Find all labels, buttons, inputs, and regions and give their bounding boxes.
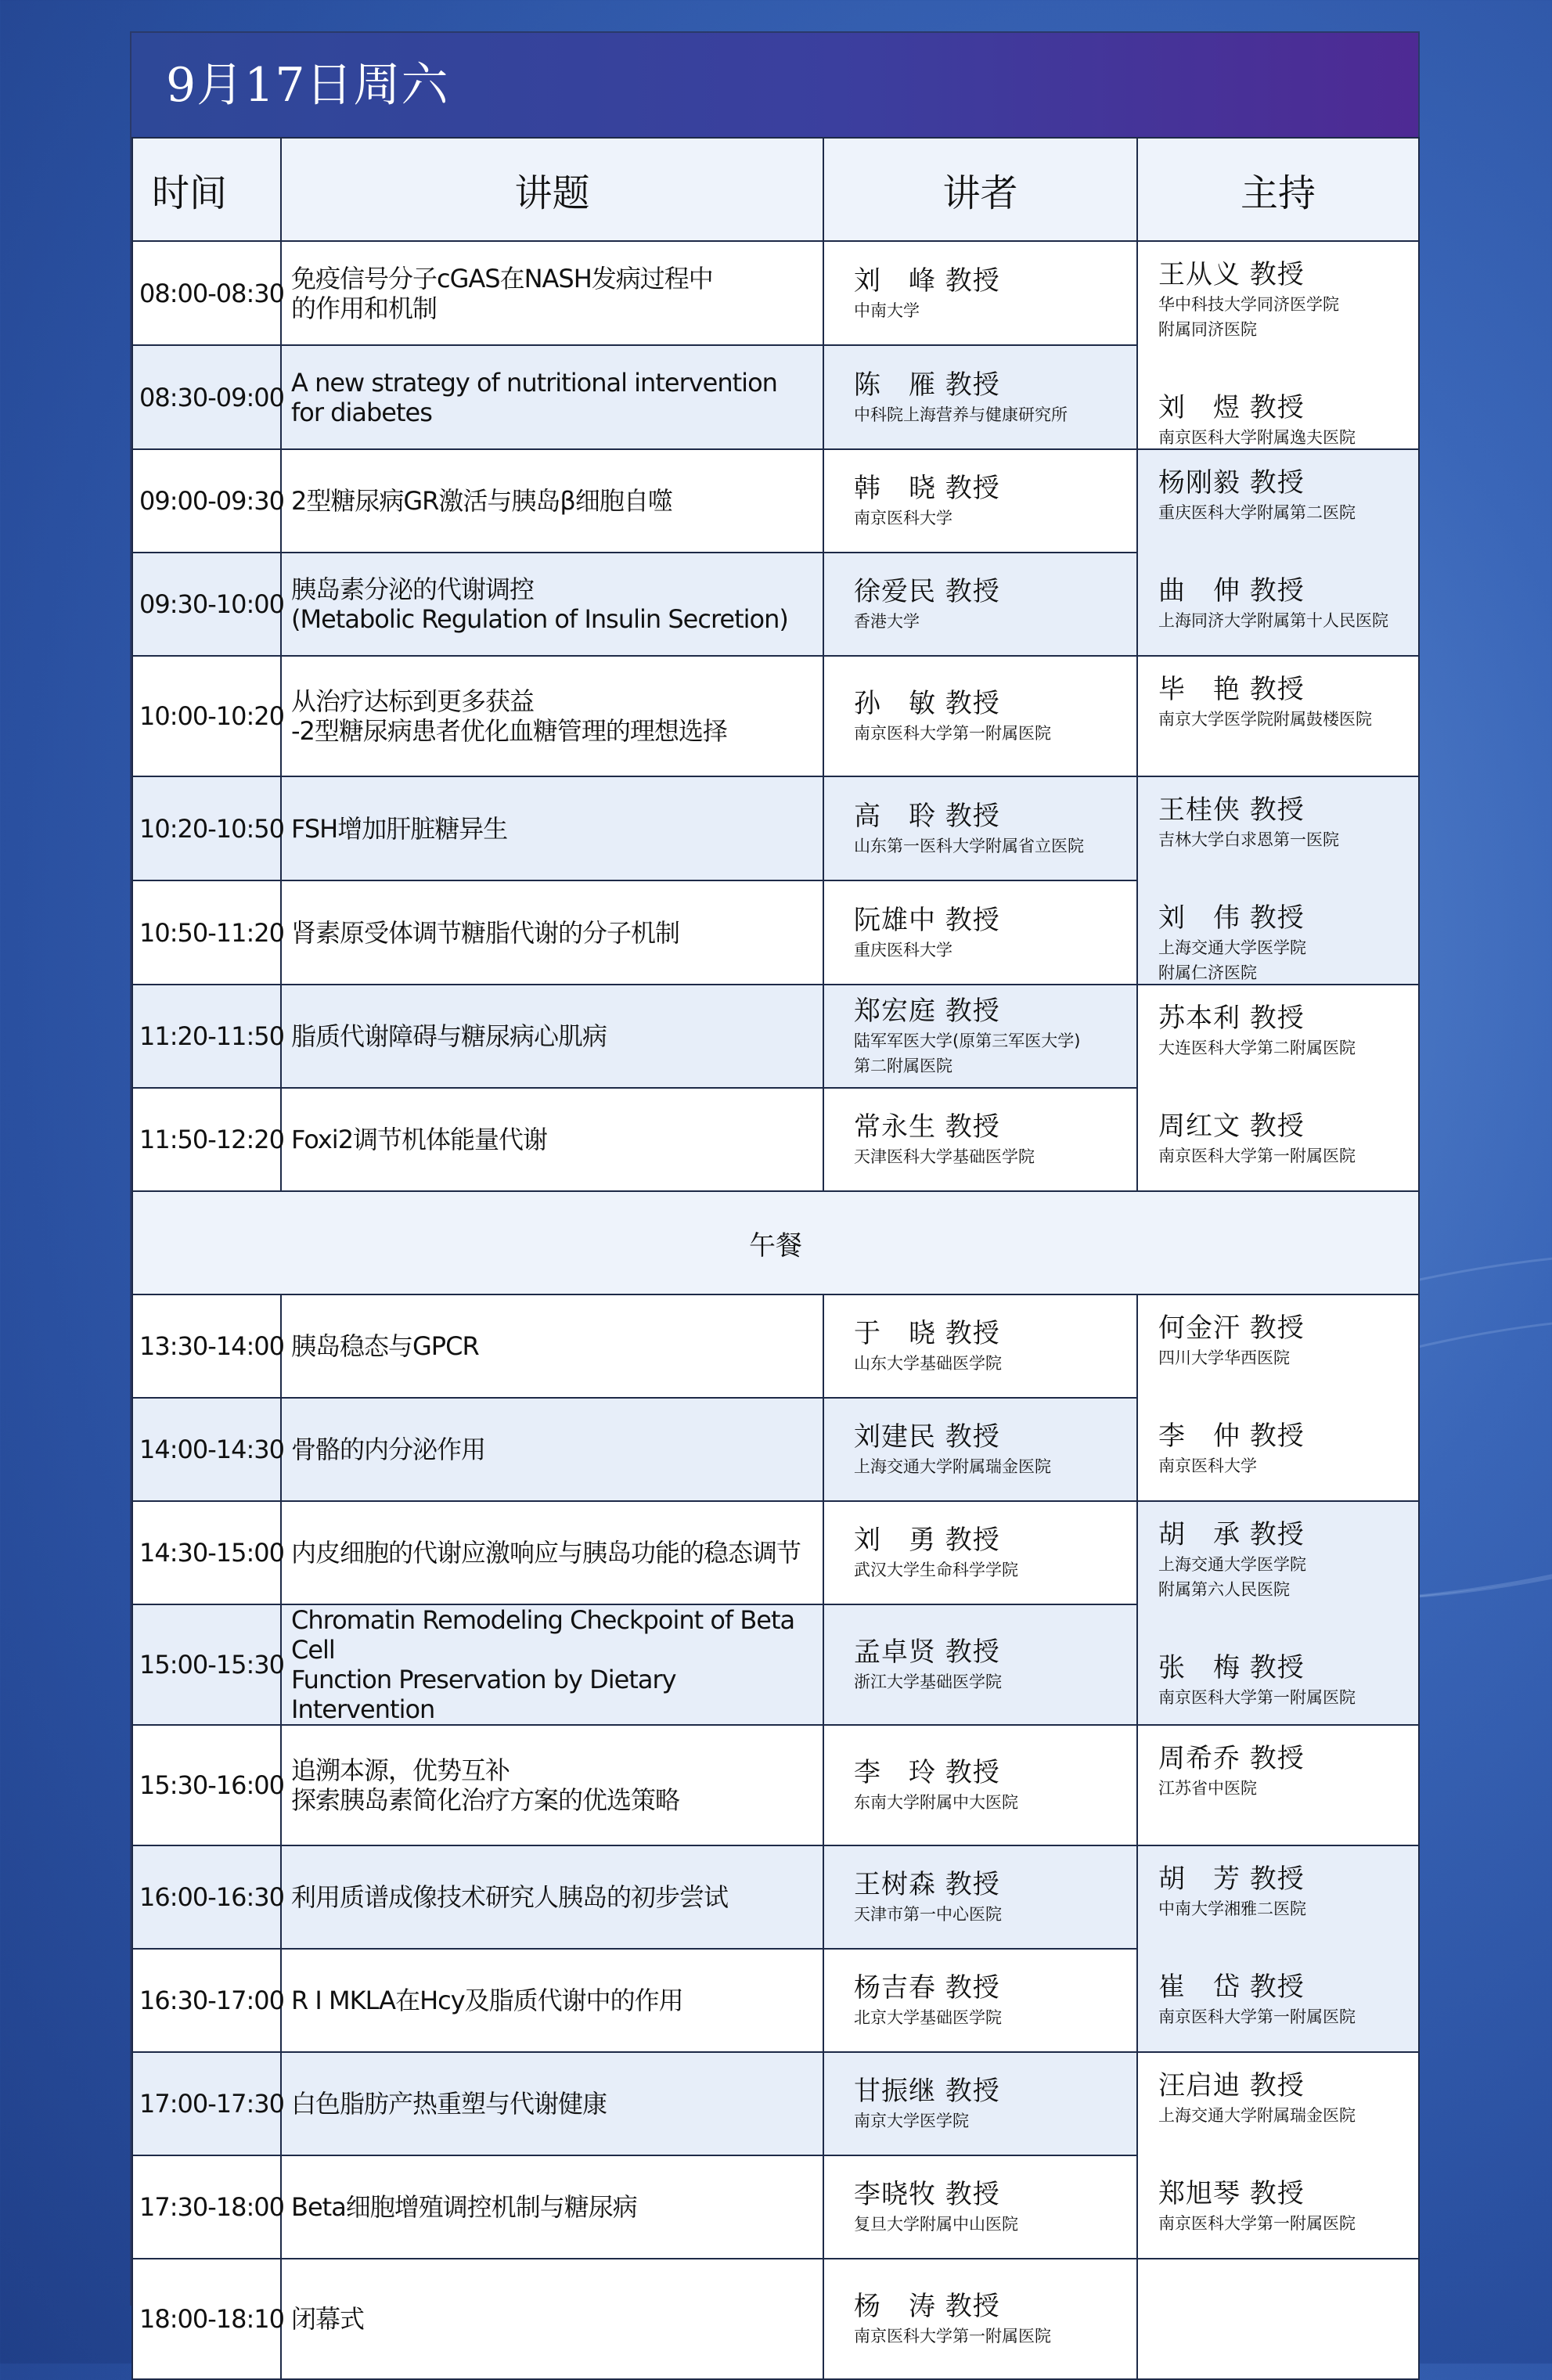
host-affiliation: 南京医科大学第一附属医院 xyxy=(1158,1147,1356,1165)
speaker-cell xyxy=(823,345,1137,449)
title-bar xyxy=(131,33,1418,137)
host-name: 何金汗 教授 xyxy=(1158,1312,1305,1344)
speaker xyxy=(854,2076,1136,2132)
time-cell: 14:30-15:00 xyxy=(132,1501,281,1604)
speaker xyxy=(854,576,1136,632)
topic-line: (Metabolic Regulation of Insulin Secretion) xyxy=(291,604,788,634)
host-cell xyxy=(1137,985,1419,1191)
host-name: 王桂侠 教授 xyxy=(1158,794,1305,826)
speaker-cell xyxy=(823,880,1137,985)
host xyxy=(1158,674,1418,730)
host-affiliation: 重庆医科大学附属第二医院 xyxy=(1158,503,1356,522)
speaker-affiliation: 武汉大学生命科学学院 xyxy=(854,1561,1018,1579)
table-row xyxy=(132,2259,1419,2379)
speaker-name: 孙 敏 教授 xyxy=(854,688,1000,719)
host xyxy=(1158,1863,1418,1920)
topic-line: FSH增加肝脏糖异生 xyxy=(291,813,508,844)
topic-cell xyxy=(281,776,823,880)
speaker-cell xyxy=(823,1949,1137,2052)
host-affiliation: 华中科技大学同济医学院 xyxy=(1158,295,1339,314)
speaker-affiliation: 上海交通大学附属瑞金医院 xyxy=(854,1457,1051,1476)
topic-line: 利用质谱成像技术研究人胰岛的初步尝试 xyxy=(291,1882,729,1912)
host xyxy=(1158,259,1418,340)
speaker xyxy=(854,905,1136,961)
host xyxy=(1158,2178,1418,2234)
topic-cell xyxy=(281,1088,823,1191)
speaker-cell xyxy=(823,985,1137,1088)
speaker-name: 李晓牧 教授 xyxy=(854,2179,1000,2210)
topic-line: Foxi2调节机体能量代谢 xyxy=(291,1125,548,1154)
speaker-name: 刘建民 教授 xyxy=(854,1421,1000,1453)
host-affiliation: 南京医科大学第一附属医院 xyxy=(1158,2214,1356,2233)
speaker xyxy=(854,265,1136,322)
time-cell: 11:20-11:50 xyxy=(132,985,281,1088)
topic-cell xyxy=(281,1294,823,1398)
topic-line: 2型糖尿病GR激活与胰岛β细胞自噬 xyxy=(291,486,672,516)
time-cell: 16:00-16:30 xyxy=(132,1845,281,1949)
page-title: 9月17日周六 xyxy=(166,58,449,113)
topic-cell xyxy=(281,1725,823,1845)
schedule-body xyxy=(132,241,1419,2379)
speaker-name: 韩 晓 教授 xyxy=(854,473,1000,504)
topic-cell xyxy=(281,2052,823,2155)
host-name: 胡 承 教授 xyxy=(1158,1519,1305,1550)
time-cell: 17:00-17:30 xyxy=(132,2052,281,2155)
speaker-affiliation: 复旦大学附属中山医院 xyxy=(854,2215,1018,2234)
host xyxy=(1158,2070,1418,2126)
host-affiliation: 大连医科大学第二附属医院 xyxy=(1158,1039,1356,1057)
speaker-cell xyxy=(823,2259,1137,2379)
schedule-table xyxy=(131,137,1420,2380)
host-name: 胡 芳 教授 xyxy=(1158,1863,1305,1895)
speaker-name: 孟卓贤 教授 xyxy=(854,1636,1000,1668)
host-affiliation: 四川大学华西医院 xyxy=(1158,1348,1290,1367)
host-name: 刘 煜 教授 xyxy=(1158,392,1305,423)
host xyxy=(1158,1111,1418,1167)
speaker xyxy=(854,1525,1136,1581)
host-affiliation: 南京医科大学附属逸夫医院 xyxy=(1158,428,1356,447)
topic-line: Chromatin Remodeling Checkpoint of Beta Cell xyxy=(291,1605,795,1665)
speaker-name: 刘 峰 教授 xyxy=(854,265,1000,297)
schedule-table-wrap xyxy=(131,137,1420,2380)
topic-line: -2型糖尿病患者优化血糖管理的理想选择 xyxy=(291,716,727,746)
speaker-cell xyxy=(823,1725,1137,1845)
host xyxy=(1158,1519,1418,1600)
host xyxy=(1158,1003,1418,1059)
topic-cell xyxy=(281,345,823,449)
speaker-name: 王树森 教授 xyxy=(854,1869,1000,1900)
topic-cell xyxy=(281,656,823,776)
lunch-row xyxy=(132,1191,1419,1294)
table-header-row xyxy=(132,138,1419,241)
host-name: 苏本利 教授 xyxy=(1158,1003,1305,1034)
host-affiliation: 南京医科大学第一附属医院 xyxy=(1158,1688,1356,1707)
speaker xyxy=(854,473,1136,529)
host-affiliation: 附属仁济医院 xyxy=(1158,963,1257,982)
speaker-cell xyxy=(823,553,1137,656)
header-speaker: 讲者 xyxy=(823,138,1137,241)
time-cell: 15:30-16:00 xyxy=(132,1725,281,1845)
host-name: 刘 伟 教授 xyxy=(1158,902,1305,934)
topic-cell xyxy=(281,241,823,345)
topic-line: 脂质代谢障碍与糖尿病心肌病 xyxy=(291,1021,607,1051)
host-cell xyxy=(1137,2259,1419,2379)
topic-line: 的作用和机制 xyxy=(291,293,438,323)
speaker-cell xyxy=(823,656,1137,776)
host xyxy=(1158,1420,1418,1477)
speaker xyxy=(854,1421,1136,1478)
time-cell: 09:30-10:00 xyxy=(132,553,281,656)
host-name: 汪启迪 教授 xyxy=(1158,2070,1305,2101)
host xyxy=(1158,902,1418,984)
topic-line: 内皮细胞的代谢应激响应与胰岛功能的稳态调节 xyxy=(291,1538,801,1568)
topic-line: 骨骼的内分泌作用 xyxy=(291,1435,486,1464)
speaker-name: 李 玲 教授 xyxy=(854,1757,1000,1788)
time-cell: 08:00-08:30 xyxy=(132,241,281,345)
topic-cell xyxy=(281,985,823,1088)
speaker-affiliation: 陆军军医大学(原第三军医大学) xyxy=(854,1032,1081,1050)
speaker-name: 甘振继 教授 xyxy=(854,2076,1000,2107)
table-row xyxy=(132,449,1419,553)
host xyxy=(1158,575,1418,632)
speaker-affiliation: 天津医科大学基础医学院 xyxy=(854,1147,1035,1166)
speaker xyxy=(854,1869,1136,1925)
host xyxy=(1158,392,1418,448)
table-row xyxy=(132,241,1419,345)
topic-line: for diabetes xyxy=(291,397,432,427)
speaker-name: 刘 勇 教授 xyxy=(854,1525,1000,1556)
topic-cell xyxy=(281,1949,823,2052)
speaker-cell xyxy=(823,2052,1137,2155)
host-affiliation: 南京医科大学第一附属医院 xyxy=(1158,2007,1356,2026)
speaker xyxy=(854,801,1136,857)
table-row xyxy=(132,985,1419,1088)
host xyxy=(1158,1312,1418,1369)
topic-line: A new strategy of nutritional intervention xyxy=(291,367,777,398)
topic-cell xyxy=(281,1604,823,1725)
host-affiliation: 上海交通大学附属瑞金医院 xyxy=(1158,2106,1356,2125)
host xyxy=(1158,1743,1418,1799)
host-affiliation: 附属第六人民医院 xyxy=(1158,1580,1290,1599)
speaker-cell xyxy=(823,1294,1137,1398)
topic-line: 探索胰岛素简化治疗方案的优选策略 xyxy=(291,1785,680,1815)
topic-line: 胰岛素分泌的代谢调控 xyxy=(291,574,535,604)
host xyxy=(1158,467,1418,524)
speaker-affiliation: 南京医科大学第一附属医院 xyxy=(854,2327,1051,2346)
speaker-affiliation: 南京医科大学第一附属医院 xyxy=(854,724,1051,743)
topic-cell xyxy=(281,1845,823,1949)
host-cell xyxy=(1137,656,1419,776)
header-host: 主持 xyxy=(1137,138,1419,241)
time-cell: 09:00-09:30 xyxy=(132,449,281,553)
host-affiliation: 上海交通大学医学院 xyxy=(1158,938,1306,957)
speaker-affiliation: 中科院上海营养与健康研究所 xyxy=(854,405,1068,424)
topic-line: R I MKLA在Hcy及脂质代谢中的作用 xyxy=(291,1986,683,2015)
speaker-cell xyxy=(823,1398,1137,1501)
host-name: 张 梅 教授 xyxy=(1158,1652,1305,1683)
speaker-affiliation: 第二附属医院 xyxy=(854,1057,952,1075)
table-row xyxy=(132,1845,1419,1949)
time-cell: 16:30-17:00 xyxy=(132,1949,281,2052)
host-affiliation: 上海同济大学附属第十人民医院 xyxy=(1158,611,1388,630)
speaker-name: 郑宏庭 教授 xyxy=(854,996,1000,1027)
topic-cell xyxy=(281,2259,823,2379)
host-name: 李 仲 教授 xyxy=(1158,1420,1305,1452)
host-affiliation: 江苏省中医院 xyxy=(1158,1779,1257,1798)
host-cell xyxy=(1137,449,1419,656)
table-row xyxy=(132,1501,1419,1604)
table-row xyxy=(132,2052,1419,2155)
topic-cell xyxy=(281,2155,823,2259)
topic-line: 追溯本源，优势互补 xyxy=(291,1755,510,1785)
host xyxy=(1158,1652,1418,1708)
speaker-name: 陈 雁 教授 xyxy=(854,369,1000,401)
speaker-affiliation: 南京大学医学院 xyxy=(854,2112,969,2130)
time-cell: 18:00-18:10 xyxy=(132,2259,281,2379)
host-affiliation: 南京大学医学院附属鼓楼医院 xyxy=(1158,710,1372,729)
topic-line: Beta细胞增殖调控机制与糖尿病 xyxy=(291,2192,637,2222)
speaker-affiliation: 东南大学附属中大医院 xyxy=(854,1793,1018,1812)
topic-line: 从治疗达标到更多获益 xyxy=(291,686,535,716)
time-cell: 08:30-09:00 xyxy=(132,345,281,449)
speaker-name: 高 聆 教授 xyxy=(854,800,1000,832)
table-row xyxy=(132,776,1419,880)
speaker xyxy=(854,1636,1136,1693)
host-cell xyxy=(1137,1845,1419,2052)
speaker-affiliation: 重庆医科大学 xyxy=(854,940,952,960)
speaker-name: 常永生 教授 xyxy=(854,1111,1000,1143)
host-name: 周希乔 教授 xyxy=(1158,1743,1305,1774)
host-name: 曲 伸 教授 xyxy=(1158,575,1305,607)
host-name: 王从义 教授 xyxy=(1158,259,1305,290)
speaker-affiliation: 山东大学基础医学院 xyxy=(854,1354,1002,1373)
host-name: 杨刚毅 教授 xyxy=(1158,467,1305,499)
schedule-card xyxy=(130,31,1420,2346)
host xyxy=(1158,794,1418,851)
host-affiliation: 南京医科大学 xyxy=(1158,1456,1257,1475)
speaker-cell xyxy=(823,1845,1137,1949)
host-affiliation: 附属同济医院 xyxy=(1158,320,1257,339)
table-row xyxy=(132,1294,1419,1398)
host xyxy=(1158,1971,1418,2028)
table-row xyxy=(132,1725,1419,1845)
speaker xyxy=(854,369,1136,426)
time-cell: 14:00-14:30 xyxy=(132,1398,281,1501)
lunch-break: 午餐 xyxy=(132,1191,1419,1294)
host-cell xyxy=(1137,1725,1419,1845)
host-cell xyxy=(1137,241,1419,449)
speaker xyxy=(854,2179,1136,2235)
time-cell: 10:50-11:20 xyxy=(132,880,281,985)
speaker-name: 阮雄中 教授 xyxy=(854,904,1000,936)
topic-line: 胰岛稳态与GPCR xyxy=(291,1331,479,1361)
host-affiliation: 中南大学湘雅二医院 xyxy=(1158,1899,1306,1918)
speaker xyxy=(854,1111,1136,1168)
time-cell: 11:50-12:20 xyxy=(132,1088,281,1191)
speaker xyxy=(854,1757,1136,1813)
topic-cell xyxy=(281,553,823,656)
topic-cell xyxy=(281,1398,823,1501)
speaker-affiliation: 浙江大学基础医学院 xyxy=(854,1672,1002,1691)
time-cell: 10:00-10:20 xyxy=(132,656,281,776)
speaker-cell xyxy=(823,1501,1137,1604)
speaker-cell xyxy=(823,776,1137,880)
speaker-cell xyxy=(823,449,1137,553)
topic-cell xyxy=(281,449,823,553)
host-affiliation: 上海交通大学医学院 xyxy=(1158,1555,1306,1574)
speaker xyxy=(854,996,1136,1077)
host-name: 崔 岱 教授 xyxy=(1158,1971,1305,2003)
speaker xyxy=(854,688,1136,744)
speaker xyxy=(854,2291,1136,2347)
speaker-affiliation: 香港大学 xyxy=(854,612,920,631)
topic-cell xyxy=(281,880,823,985)
speaker-name: 杨 涛 教授 xyxy=(854,2291,1000,2322)
speaker-cell xyxy=(823,1088,1137,1191)
speaker-affiliation: 山东第一医科大学附属省立医院 xyxy=(854,836,1084,855)
speaker-affiliation: 天津市第一中心医院 xyxy=(854,1905,1002,1924)
host-cell xyxy=(1137,2052,1419,2259)
speaker xyxy=(854,1972,1136,2029)
time-cell: 13:30-14:00 xyxy=(132,1294,281,1398)
speaker-cell xyxy=(823,241,1137,345)
host-cell xyxy=(1137,1294,1419,1501)
topic-line: 闭幕式 xyxy=(291,2304,365,2334)
speaker-name: 杨吉春 教授 xyxy=(854,1972,1000,2004)
topic-line: 白色脂肪产热重塑与代谢健康 xyxy=(291,2089,607,2119)
topic-line: 免疫信号分子cGAS在NASH发病过程中 xyxy=(291,263,713,293)
speaker-affiliation: 北京大学基础医学院 xyxy=(854,2008,1002,2027)
time-cell: 15:00-15:30 xyxy=(132,1604,281,1725)
topic-cell xyxy=(281,1501,823,1604)
speaker-affiliation: 南京医科大学 xyxy=(854,509,952,527)
host-name: 周红文 教授 xyxy=(1158,1111,1305,1142)
header-topic: 讲题 xyxy=(281,138,823,241)
host-cell xyxy=(1137,776,1419,985)
host-cell xyxy=(1137,1501,1419,1725)
time-cell: 17:30-18:00 xyxy=(132,2155,281,2259)
speaker-name: 于 晓 教授 xyxy=(854,1318,1000,1349)
host-name: 毕 艳 教授 xyxy=(1158,674,1305,705)
table-row xyxy=(132,656,1419,776)
speaker-affiliation: 中南大学 xyxy=(854,301,920,320)
speaker xyxy=(854,1318,1136,1374)
header-time: 时间 xyxy=(132,138,281,241)
speaker-name: 徐爱民 教授 xyxy=(854,576,1000,607)
host-affiliation: 吉林大学白求恩第一医院 xyxy=(1158,830,1339,849)
topic-line: Function Preservation by Dietary Intervention xyxy=(291,1665,676,1724)
topic-line: 肾素原受体调节糖脂代谢的分子机制 xyxy=(291,917,680,948)
host-name: 郑旭琴 教授 xyxy=(1158,2178,1305,2209)
time-cell: 10:20-10:50 xyxy=(132,776,281,880)
speaker-cell xyxy=(823,1604,1137,1725)
speaker-cell xyxy=(823,2155,1137,2259)
